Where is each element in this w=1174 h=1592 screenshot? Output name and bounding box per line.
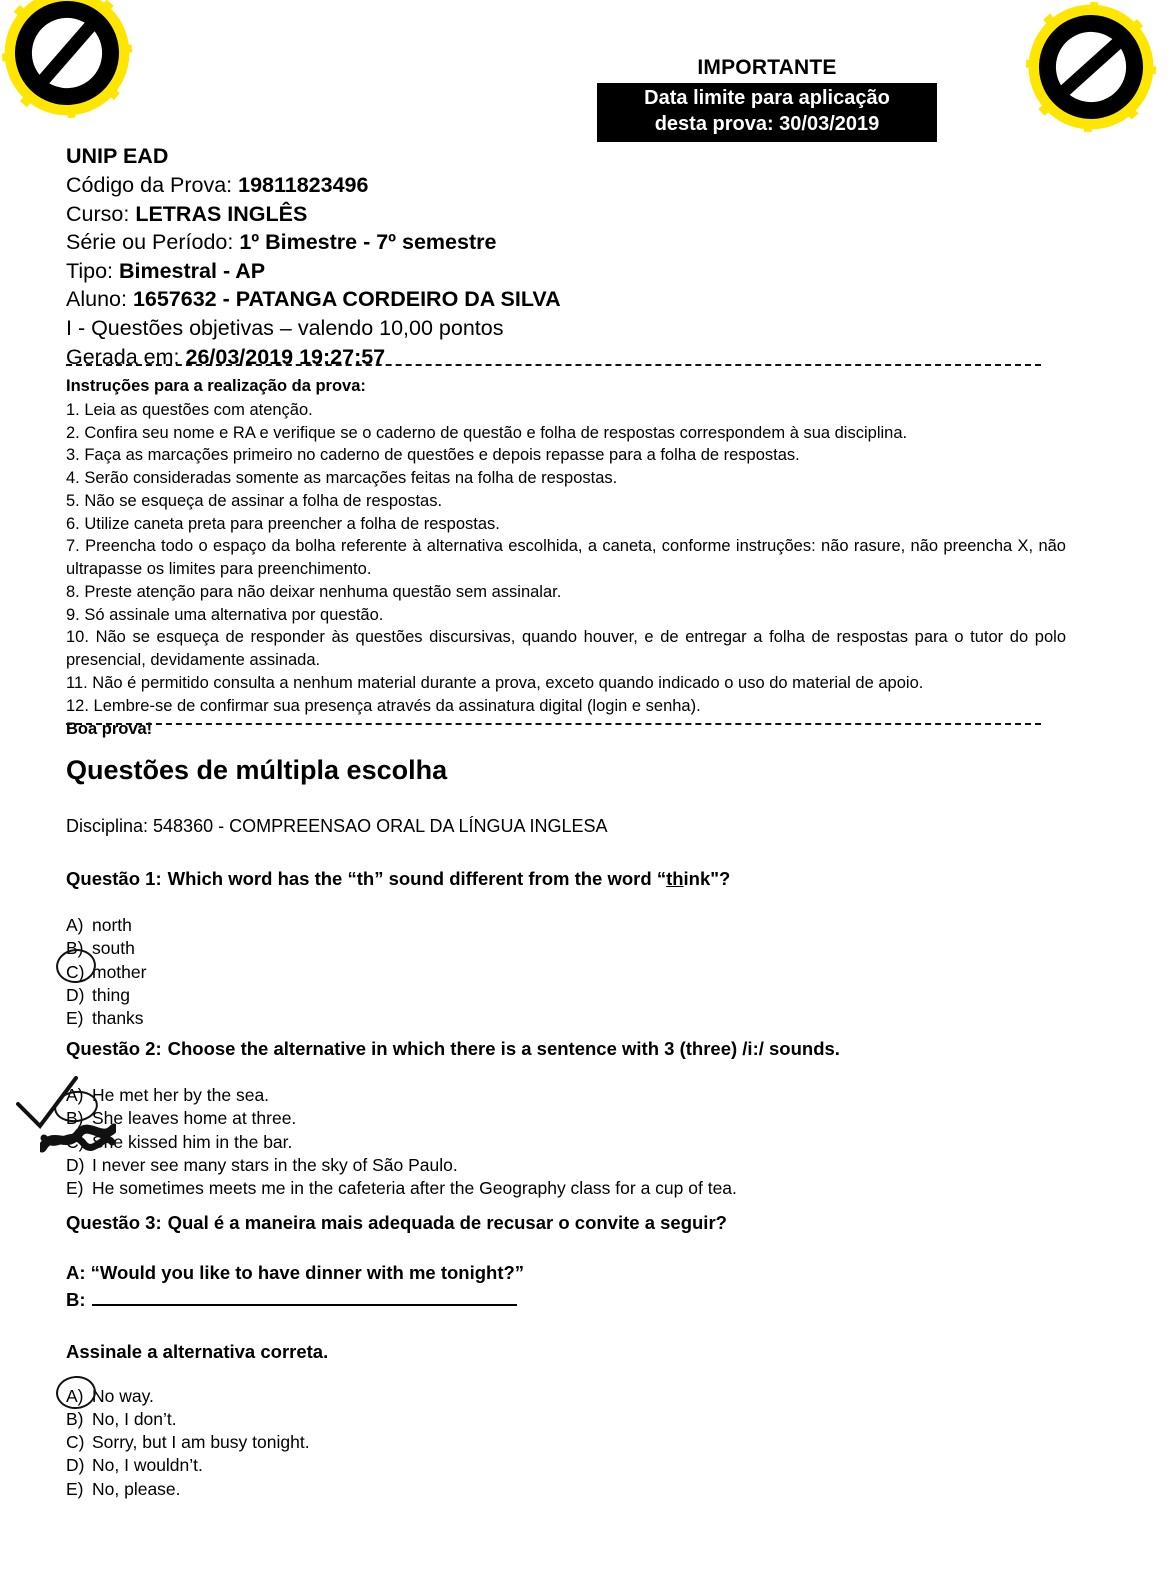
instruction-item: 11. Não é permitido consulta a nenhum material durante a prova, exceto quando indicado o uso do material de apoio. [66,673,924,692]
student-value: 1657632 - PATANGA CORDEIRO DA SILVA [132,287,561,312]
alt-tag: A) [66,915,84,935]
handwritten-scribble-q2-d [40,1122,116,1156]
instruction-item: 8. Preste atenção para não deixar nenhuma questão sem assinalar. [66,582,562,601]
alt-text: thing [92,984,130,1005]
question-2 [66,1038,1106,1200]
alt-tag: E) [66,1478,84,1499]
course-value: LETRAS INGLÊS [135,201,308,226]
alt-text: No way. [92,1385,154,1406]
alt-text: She leaves home at three. [92,1108,297,1129]
period-value: 1º Bimestre - 7º semestre [239,230,497,255]
alt-text: No, please. [92,1478,181,1499]
alt-tag: A) [66,1085,84,1105]
course-line [66,200,1066,229]
importante-title: IMPORTANTE [697,56,837,79]
alt-tag: B) [66,1108,84,1129]
instruction-item: 10. Não se esqueça de responder às questões discursivas, quando houver, e de entregar a folha de respostas para o tutor do polo presencial, devidamente assinada. [66,628,1066,670]
question-2-title [66,1038,1106,1060]
instruction-item: 3. Faça as marcações primeiro no caderno de questões e depois repasse para a folha de respostas. [66,446,800,465]
question-2-alt-c[interactable] [66,1131,1106,1154]
question-3-alt-a[interactable] [66,1385,1106,1408]
period-label: Série ou Período: [66,230,240,255]
student-label: Aluno: [66,287,133,312]
instruction-item: 5. Não se esqueça de assinar a folha de respostas. [66,491,443,510]
question-1-label: Questão 1: [66,868,162,889]
question-2-alt-e[interactable] [66,1177,1106,1200]
question-3-alt-b[interactable] [66,1408,1106,1431]
question-3-dialog-b-label: B: [66,1288,86,1310]
question-2-alternatives [66,1084,1106,1200]
question-3-alt-e[interactable] [66,1478,1106,1501]
generated-value: 26/03/2019 19:27:57 [185,344,386,369]
question-3-instruction: Assinale a alternativa correta. [66,1340,329,1362]
instructions-title: Instruções para a realização da prova: [66,377,366,395]
question-1-prompt-underlined: th [666,868,684,889]
alt-text: No, I don’t. [92,1408,177,1429]
instruction-item: 9. Só assinale uma alternativa por questão. [66,605,384,624]
course-label: Curso: [66,201,136,226]
question-3-answer-blank[interactable] [92,1290,517,1306]
objective-points-line: I - Questões objetivas – valendo 10,00 pontos [66,315,504,340]
question-1-alt-e[interactable] [66,1007,1106,1030]
question-1-alt-c[interactable] [66,961,1106,984]
alt-tag: B) [66,1408,84,1429]
exam-code-value: 19811823496 [238,172,369,197]
alt-tag: C) [66,1131,85,1152]
importante-deadline-box [597,83,937,142]
alt-text: I never see many stars in the sky of São Paulo. [92,1154,458,1175]
question-3-dialog [66,1260,1106,1314]
question-2-alt-a[interactable] [66,1084,1106,1107]
question-1 [66,868,1106,1030]
instruction-item: 1. Leia as questões com atenção. [66,400,313,419]
alt-tag: B) [66,938,84,959]
alt-text: north [92,915,132,935]
instructions-closing: Boa prova! [66,720,153,739]
question-3-dialog-b-row [66,1287,1106,1314]
page-title: Questões de múltipla escolha [66,755,448,785]
alt-tag: A) [66,1385,84,1406]
question-2-label: Questão 2: [66,1038,162,1059]
alt-tag: C) [66,1432,85,1453]
question-3-alternatives [66,1385,1106,1501]
exam-code-label: Código da Prova: [66,172,239,197]
question-2-alt-b[interactable] [66,1107,1106,1130]
alt-tag: D) [66,1154,85,1175]
question-1-alternatives [66,914,1106,1030]
type-label: Tipo: [66,258,119,283]
question-1-prompt-post: ink"? [683,868,731,889]
instructions-block [66,375,1066,741]
question-2-alt-d[interactable] [66,1154,1106,1177]
generated-line [66,343,1066,372]
question-3-alt-c[interactable] [66,1431,1106,1454]
divider-bottom [66,723,1041,725]
question-3-label: Questão 3: [66,1212,162,1233]
alt-text: mother [92,961,147,982]
institution-name: UNIP EAD [66,144,169,168]
importante-deadline-line1: Data limite para aplicação [644,87,890,109]
question-3 [66,1212,1106,1501]
question-3-alt-d[interactable] [66,1454,1106,1477]
alt-tag: C) [66,961,85,982]
alt-text: thanks [92,1008,144,1029]
importante-notice [597,56,937,142]
alt-text: He sometimes meets me in the cafeteria after the Geography class for a cup of tea. [92,1178,737,1199]
divider-top [66,364,1041,366]
question-1-title [66,868,1106,890]
alt-text: No, I wouldn’t. [92,1455,203,1476]
question-1-alt-a[interactable] [66,914,1106,937]
alt-text: Sorry, but I am busy tonight. [92,1432,310,1453]
instruction-item: 7. Preencha todo o espaço da bolha referente à alternativa escolhida, a caneta, conforme instruções: não rasure, não preencha X, não ultrapasse os limites para preenchimento. [66,537,1066,579]
instruction-item: 4. Serão consideradas somente as marcações feitas na folha de respostas. [66,469,618,488]
no-entry-icon [1023,0,1160,135]
alt-tag: D) [66,984,85,1005]
type-line [66,257,1066,286]
instruction-item: 12. Lembre-se de confirmar sua presença através da assinatura digital (login e senha). [66,696,701,715]
no-entry-icon [0,0,136,122]
type-value: Bimestral - AP [118,258,266,283]
question-1-alt-b[interactable] [66,937,1106,960]
alt-text: She kissed him in the bar. [92,1131,293,1152]
alt-tag: E) [66,1178,84,1199]
question-3-title [66,1212,1106,1234]
student-line [66,285,1066,314]
alt-tag: E) [66,1008,84,1029]
importante-deadline-line2: desta prova: 30/03/2019 [654,113,880,136]
discipline-label: Disciplina: 548360 - COMPREENSAO ORAL DA LÍNGUA INGLESA [66,816,608,836]
question-3-dialog-a: A: “Would you like to have dinner with me tonight?” [66,1262,525,1283]
instruction-item: 6. Utilize caneta preta para preencher a folha de respostas. [66,514,500,533]
question-1-alt-d[interactable] [66,984,1106,1007]
exam-header [66,143,1066,371]
question-2-prompt: Choose the alternative in which there is a sentence with 3 (three) /i:/ sounds. [167,1038,840,1059]
alt-tag: D) [66,1455,85,1476]
period-line [66,228,1066,257]
alt-text: He met her by the sea. [92,1085,270,1105]
generated-label: Gerada em: [66,344,186,369]
question-3-prompt: Qual é a maneira mais adequada de recusar o convite a seguir? [167,1212,727,1233]
instruction-item: 2. Confira seu nome e RA e verifique se o caderno de questão e folha de respostas correspondem à sua disciplina. [66,423,908,442]
alt-text: south [92,938,135,959]
exam-code-line [66,171,1066,200]
question-1-prompt-pre: Which word has the “th” sound different from the word “ [167,868,667,889]
